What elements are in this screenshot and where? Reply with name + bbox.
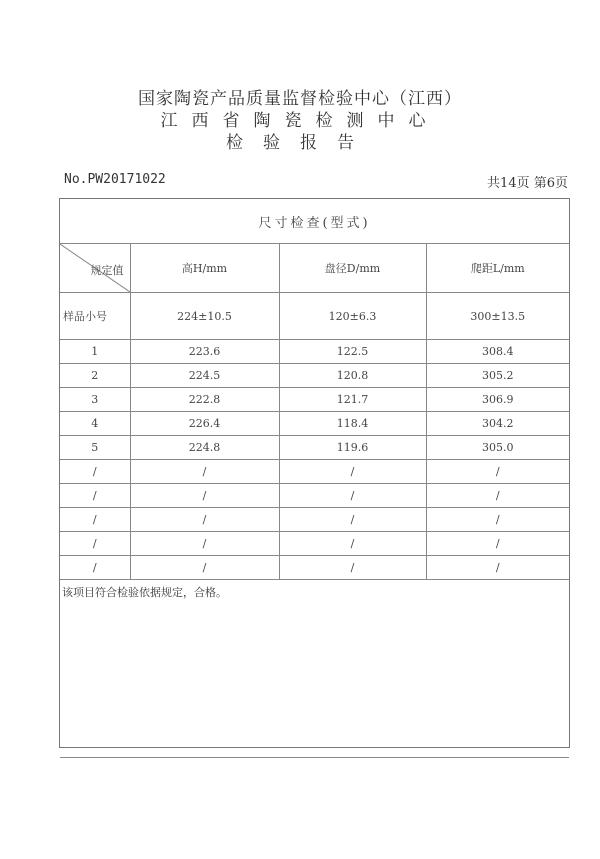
cell-id: / xyxy=(60,460,130,484)
cell-d: / xyxy=(279,484,426,508)
cell-l: 308.4 xyxy=(426,340,569,364)
column-header-height: 高H/mm xyxy=(130,244,279,293)
cell-id: / xyxy=(60,484,130,508)
cell-h: / xyxy=(130,556,279,580)
cell-l: / xyxy=(426,556,569,580)
report-frame xyxy=(59,198,570,748)
column-header-creepage: 爬距L/mm xyxy=(426,244,569,293)
cell-d: 120.8 xyxy=(279,364,426,388)
cell-id: / xyxy=(60,532,130,556)
spec-diameter: 120±6.3 xyxy=(279,293,426,340)
header-row xyxy=(60,244,569,293)
cell-id: / xyxy=(60,508,130,532)
cell-l: 304.2 xyxy=(426,412,569,436)
cell-d: 121.7 xyxy=(279,388,426,412)
table-row xyxy=(60,364,569,388)
page-info: 共14页 第6页 xyxy=(487,176,568,191)
report-header xyxy=(0,88,600,154)
table-row xyxy=(60,460,569,484)
cell-l: / xyxy=(426,532,569,556)
table-row xyxy=(60,436,569,460)
table-row xyxy=(60,340,569,364)
table-row xyxy=(60,532,569,556)
report-title: 检验报告 xyxy=(226,133,374,153)
cell-h: / xyxy=(130,460,279,484)
cell-id: 5 xyxy=(60,436,130,460)
cell-d: 119.6 xyxy=(279,436,426,460)
corner-label-spec: 规定值 xyxy=(90,264,124,277)
cell-l: 306.9 xyxy=(426,388,569,412)
table-caption: 尺寸检查(型式) xyxy=(60,199,569,244)
cell-d: 118.4 xyxy=(279,412,426,436)
spec-creepage: 300±13.5 xyxy=(426,293,569,340)
cell-id: 3 xyxy=(60,388,130,412)
table-row xyxy=(60,412,569,436)
cell-h: 224.8 xyxy=(130,436,279,460)
cell-d: 122.5 xyxy=(279,340,426,364)
corner-label-sample: 样品小号 xyxy=(60,293,130,340)
cell-h: 224.5 xyxy=(130,364,279,388)
cell-h: 222.8 xyxy=(130,388,279,412)
conclusion-row xyxy=(60,580,569,758)
cell-id: 4 xyxy=(60,412,130,436)
cell-h: / xyxy=(130,508,279,532)
table-row xyxy=(60,484,569,508)
table-row xyxy=(60,508,569,532)
cell-id: 1 xyxy=(60,340,130,364)
cell-d: / xyxy=(279,460,426,484)
corner-cell xyxy=(60,244,130,293)
report-number: No.PW20171022 xyxy=(64,172,166,187)
table-row xyxy=(60,556,569,580)
column-header-diameter: 盘径D/mm xyxy=(279,244,426,293)
cell-h: 223.6 xyxy=(130,340,279,364)
cell-l: / xyxy=(426,460,569,484)
cell-l: 305.0 xyxy=(426,436,569,460)
cell-l: 305.2 xyxy=(426,364,569,388)
cell-id: / xyxy=(60,556,130,580)
cell-id: 2 xyxy=(60,364,130,388)
cell-d: / xyxy=(279,508,426,532)
cell-h: / xyxy=(130,532,279,556)
cell-l: / xyxy=(426,484,569,508)
data-rows xyxy=(60,340,569,580)
cell-l: / xyxy=(426,508,569,532)
spec-row xyxy=(60,293,569,340)
table-caption-row xyxy=(60,199,569,244)
dimension-table xyxy=(60,199,569,758)
cell-d: / xyxy=(279,532,426,556)
cell-d: / xyxy=(279,556,426,580)
spec-height: 224±10.5 xyxy=(130,293,279,340)
table-row xyxy=(60,388,569,412)
conclusion-text: 该项目符合检验依据规定，合格。 xyxy=(60,580,569,758)
center-subtitle: 江西省陶瓷检测中心 xyxy=(160,111,440,131)
cell-h: / xyxy=(130,484,279,508)
cell-h: 226.4 xyxy=(130,412,279,436)
center-name-title: 国家陶瓷产品质量监督检验中心（江西） xyxy=(138,89,462,109)
